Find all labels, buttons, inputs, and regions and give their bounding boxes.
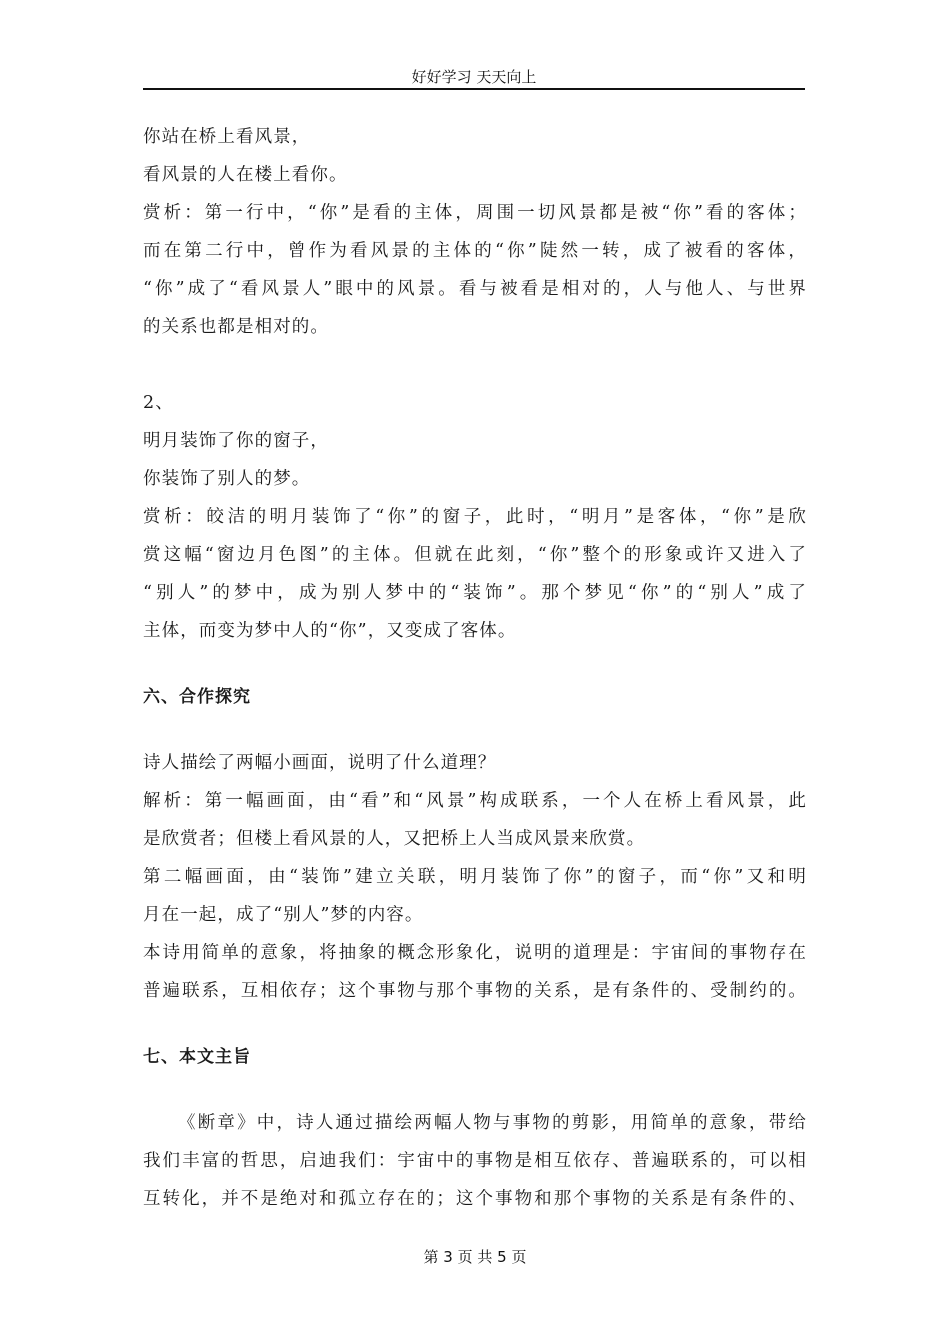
analysis-line: “别人”的梦中，成为别人梦中的“装饰”。那个梦见“你”的“别人”成了 bbox=[143, 583, 807, 603]
paragraph-line: 《断章》中，诗人通过描绘两幅人物与事物的剪影，用简单的意象，带给 bbox=[178, 1113, 807, 1133]
spacer bbox=[143, 716, 807, 744]
page-number: 第 3 页 共 5 页 bbox=[423, 1248, 527, 1266]
document-body bbox=[143, 118, 807, 1218]
analysis-line: 赏这幅“窗边月色图”的主体。但就在此刻，“你”整个的形象或许又进入了 bbox=[143, 545, 807, 565]
explanation-line: 月在一起，成了“别人”梦的内容。 bbox=[143, 905, 424, 925]
analysis-line: 赏析：皎洁的明月装饰了“你”的窗子，此时，“明月”是客体，“你”是欣 bbox=[143, 507, 807, 527]
question-line: 诗人描绘了两幅小画面，说明了什么道理？ bbox=[143, 753, 497, 773]
section-heading: 七、本文主旨 bbox=[143, 1047, 251, 1067]
explanation-line: 第二幅画面，由“装饰”建立关联，明月装饰了你”的窗子，而“你”又和明 bbox=[143, 867, 807, 887]
poem-line: 你站在桥上看风景， bbox=[143, 127, 311, 147]
paragraph-line: 互转化，并不是绝对和孤立存在的；这个事物和那个事物的关系是有条件的、 bbox=[143, 1189, 807, 1209]
spacer bbox=[143, 650, 807, 678]
explanation-line: 普遍联系，互相依存；这个事物与那个事物的关系，是有条件的、受制约的。 bbox=[143, 981, 807, 1001]
header-rule bbox=[143, 88, 805, 90]
poem-line: 明月装饰了你的窗子， bbox=[143, 431, 329, 451]
analysis-line: 的关系也都是相对的。 bbox=[143, 317, 329, 337]
poem-line: 看风景的人在楼上看你。 bbox=[143, 165, 348, 185]
analysis-line: 赏析：第一行中，“你”是看的主体，周围一切风景都是被“你”看的客体； bbox=[143, 203, 807, 223]
item-number: 2、 bbox=[143, 393, 174, 413]
spacer bbox=[143, 1010, 807, 1038]
page-header: 好好学习 天天向上 bbox=[411, 68, 537, 86]
analysis-line: 主体，而变为梦中人的“你”，又变成了客体。 bbox=[143, 621, 517, 641]
explanation-line: 解析：第一幅画面，由“看”和“风景”构成联系，一个人在桥上看风景，此 bbox=[143, 791, 807, 811]
explanation-line: 本诗用简单的意象，将抽象的概念形象化，说明的道理是：宇宙间的事物存在 bbox=[143, 943, 807, 963]
analysis-line: 而在第二行中，曾作为看风景的主体的“你”陡然一转，成了被看的客体， bbox=[143, 241, 807, 261]
section-heading: 六、合作探究 bbox=[143, 687, 251, 707]
paragraph-line: 我们丰富的哲思，启迪我们：宇宙中的事物是相互依存、普遍联系的，可以相 bbox=[143, 1151, 807, 1171]
poem-line: 你装饰了别人的梦。 bbox=[143, 469, 311, 489]
explanation-line: 是欣赏者；但楼上看风景的人，又把桥上人当成风景来欣赏。 bbox=[143, 829, 646, 849]
analysis-line: “你”成了“看风景人”眼中的风景。看与被看是相对的，人与他人、与世界 bbox=[143, 279, 807, 299]
spacer bbox=[143, 346, 807, 384]
spacer bbox=[143, 1076, 807, 1104]
